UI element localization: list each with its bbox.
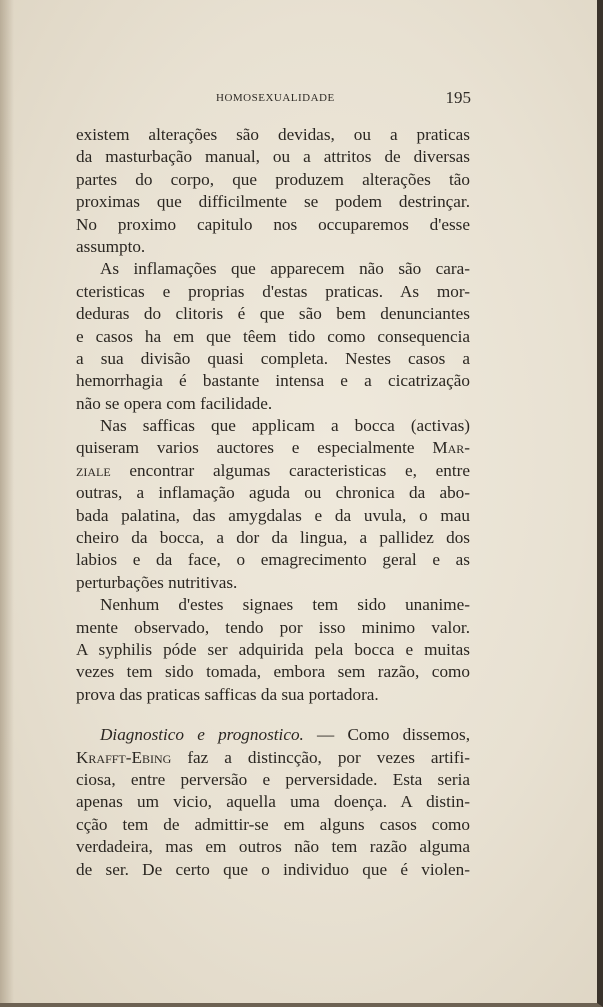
text-line: mente observado, tendo por isso minimo valor.	[76, 617, 470, 637]
text-segment: — Como dissemos,	[303, 725, 470, 745]
text-line: cteristicas e proprias d'estas praticas. As mor-	[76, 281, 470, 301]
text-line: de ser. De certo que o individuo que é violen-	[76, 859, 470, 879]
running-head: HOMOSEXUALIDADE	[216, 92, 335, 104]
text-line: e casos ha em que têem tido como consequencia	[76, 326, 470, 346]
author-name: Krafft-Ebing	[76, 747, 172, 767]
text-line: A syphilis póde ser adquirida pela bocca e muitas	[76, 639, 470, 659]
text-line: ciosa, entre perversão e perversidade. Esta seria	[76, 769, 470, 789]
author-name: Mar-	[432, 438, 470, 458]
text-segment: quiseram varios auctores e especialmente	[76, 438, 415, 458]
author-name: ziale	[76, 460, 111, 480]
text-line: hemorrhagia é bastante intensa e a cicatrização	[76, 371, 470, 391]
text-line: perturbações nutritivas.	[76, 572, 238, 592]
text-line: bada palatina, das amygdalas e da uvula, o mau	[76, 505, 470, 525]
text-line: proximas que difficilmente se podem destrinçar.	[76, 192, 470, 212]
body-text	[76, 124, 470, 881]
text-line: da masturbação manual, ou a attritos de diversas	[76, 147, 470, 167]
section-heading: Diagnostico e prognostico.	[100, 725, 304, 745]
page-number: 195	[445, 88, 471, 107]
text-line: a sua divisão quasi completa. Nestes casos a	[76, 348, 470, 368]
text-line: outras, a inflamação aguda ou chronica da abo-	[76, 483, 470, 503]
text-line: Nenhum d'estes signaes tem sido unanime-	[100, 595, 470, 615]
text-line	[76, 747, 470, 769]
text-line: partes do corpo, que produzem alterações tão	[76, 169, 470, 189]
text-line: existem alterações são devidas, ou a praticas	[76, 125, 470, 144]
text-line	[76, 724, 470, 746]
text-line: prova das praticas safficas da sua portadora.	[76, 684, 379, 704]
text-line: deduras do clitoris é que são bem denunciantes	[76, 304, 470, 324]
text-line: No proximo capitulo nos occuparemos d'esse	[76, 214, 470, 234]
text-segment: faz a distincção, por vezes artifi-	[187, 747, 471, 767]
text-line: vezes tem sido tomada, embora sem razão, como	[76, 662, 470, 682]
text-line: não se opera com facilidade.	[76, 393, 273, 413]
text-segment: encontrar algumas caracteristicas e, entre	[129, 460, 470, 480]
section-gap	[76, 706, 470, 724]
text-line: labios e da face, o emagrecimento geral e as	[76, 550, 470, 570]
text-line	[76, 437, 470, 459]
page-header	[76, 88, 471, 112]
text-line: Nas safficas que applicam a bocca (activas)	[100, 416, 470, 436]
text-line	[76, 460, 470, 482]
text-line: assumpto.	[76, 236, 146, 256]
text-line: As inflamações que apparecem não são cara-	[100, 259, 470, 279]
text-line: cção tem de admittir-se em alguns casos como	[76, 814, 470, 834]
text-line: verdadeira, mas em outros não tem razão alguma	[76, 837, 470, 857]
text-line: apenas um vicio, aquella uma doença. A distin-	[76, 792, 470, 812]
text-line: cheiro da bocca, a dor da lingua, a pallidez dos	[76, 528, 470, 548]
